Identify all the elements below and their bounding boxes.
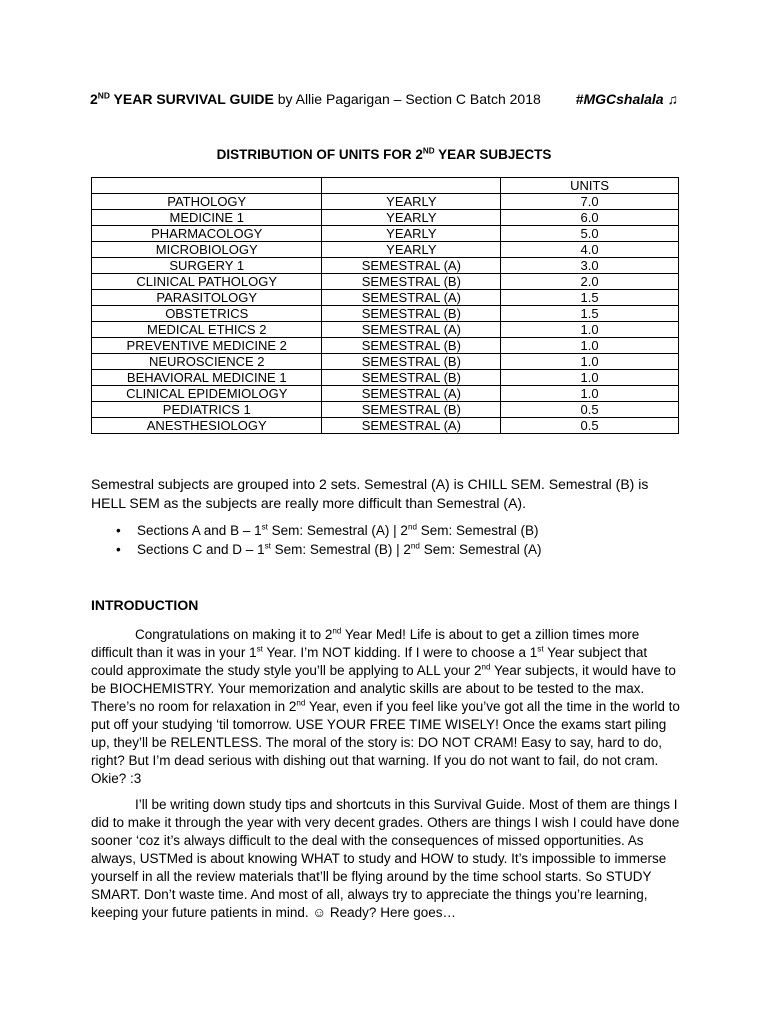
- table-row: [92, 322, 679, 338]
- subject-cell: PREVENTIVE MEDICINE 2: [92, 338, 322, 354]
- units-cell: 1.0: [501, 370, 679, 386]
- subject-cell: PHARMACOLOGY: [92, 226, 322, 242]
- table-row: [92, 290, 679, 306]
- table-row: [92, 370, 679, 386]
- subject-cell: PARASITOLOGY: [92, 290, 322, 306]
- units-cell: 1.0: [501, 386, 679, 402]
- units-cell: 1.5: [501, 290, 679, 306]
- table-row: [92, 306, 679, 322]
- subject-cell: MEDICINE 1: [92, 210, 322, 226]
- subject-cell: CLINICAL EPIDEMIOLOGY: [92, 386, 322, 402]
- units-cell: 1.0: [501, 338, 679, 354]
- subject-cell: ANESTHESIOLOGY: [92, 418, 322, 434]
- subject-cell: NEUROSCIENCE 2: [92, 354, 322, 370]
- document-header: [90, 90, 682, 108]
- units-cell: 0.5: [501, 418, 679, 434]
- table-row: [92, 210, 679, 226]
- schedule-cell: SEMESTRAL (A): [322, 386, 501, 402]
- schedule-cell: SEMESTRAL (A): [322, 290, 501, 306]
- subject-cell: BEHAVIORAL MEDICINE 1: [92, 370, 322, 386]
- subject-cell: MICROBIOLOGY: [92, 242, 322, 258]
- subject-cell: CLINICAL PATHOLOGY: [92, 274, 322, 290]
- schedule-cell: SEMESTRAL (B): [322, 370, 501, 386]
- header-cell-units: UNITS: [501, 178, 679, 194]
- table-row: [92, 194, 679, 210]
- schedule-cell: YEARLY: [322, 226, 501, 242]
- schedule-cell: SEMESTRAL (A): [322, 418, 501, 434]
- schedule-cell: YEARLY: [322, 194, 501, 210]
- subject-cell: OBSTETRICS: [92, 306, 322, 322]
- units-cell: 5.0: [501, 226, 679, 242]
- semestral-note: Semestral subjects are grouped into 2 sets. Semestral (A) is CHILL SEM. Semestral (B) is HELL SEM as the subjects are really more difficult than Semestral (A).: [91, 476, 649, 511]
- table-header-row: [92, 178, 679, 194]
- units-cell: 4.0: [501, 242, 679, 258]
- table-row: [92, 386, 679, 402]
- units-cell: 7.0: [501, 194, 679, 210]
- units-cell: 0.5: [501, 402, 679, 418]
- units-cell: 1.0: [501, 354, 679, 370]
- subject-cell: PEDIATRICS 1: [92, 402, 322, 418]
- units-cell: 1.5: [501, 306, 679, 322]
- sections-list: [116, 521, 676, 559]
- list-item: • Sections C and D – 1st Sem: Semestral (B) | 2nd Sem: Semestral (A): [116, 540, 676, 559]
- intro-paragraph-1: Congratulations on making it to 2nd Year Med! Life is about to get a zillion times more difficult than it was in your 1st Year. I’m NOT kidding. If I were to choose a 1st Year subject that could approximate the study style you’ll be applying to ALL your 2nd Year subjects, it would have to be BIOCHEMISTRY. Your memorization and analytic skills are about to be tested to the max. There’s no room for relaxation in 2nd Year, even if you feel like you’ve got all the time in the world to put off your studying ‘til tomorrow. USE YOUR FREE TIME WISELY! Once the exams start piling up, they’ll be RELENTLESS. The moral of the story is: DO NOT CRAM! Easy to say, hard to do, right? But I’m dead serious with dishing out that warning. If you do not want to fail, do not cram. Okie? :3: [91, 626, 680, 786]
- schedule-cell: YEARLY: [322, 242, 501, 258]
- byline: by Allie Pagarigan – Section C Batch 2018: [273, 91, 541, 107]
- units-cell: 2.0: [501, 274, 679, 290]
- schedule-cell: SEMESTRAL (B): [322, 354, 501, 370]
- list-item: • Sections A and B – 1st Sem: Semestral (A) | 2nd Sem: Semestral (B): [116, 521, 676, 540]
- units-cell: 1.0: [501, 322, 679, 338]
- units-table: [91, 177, 679, 434]
- header-cell-subject: [92, 178, 322, 194]
- schedule-cell: SEMESTRAL (B): [322, 274, 501, 290]
- table-row: [92, 258, 679, 274]
- schedule-cell: YEARLY: [322, 210, 501, 226]
- hashtag: #MGCshalala ♫: [575, 91, 678, 107]
- table-row: [92, 242, 679, 258]
- introduction-heading: INTRODUCTION: [91, 597, 199, 613]
- schedule-cell: SEMESTRAL (A): [322, 258, 501, 274]
- schedule-cell: SEMESTRAL (B): [322, 402, 501, 418]
- table-title: DISTRIBUTION OF UNITS FOR 2ND YEAR SUBJECTS: [216, 146, 552, 162]
- schedule-cell: SEMESTRAL (A): [322, 322, 501, 338]
- schedule-cell: SEMESTRAL (B): [322, 306, 501, 322]
- table-row: [92, 226, 679, 242]
- units-cell: 3.0: [501, 258, 679, 274]
- table-row: [92, 274, 679, 290]
- table-row: [92, 354, 679, 370]
- guide-title: 2ND YEAR SURVIVAL GUIDE: [90, 90, 274, 107]
- subject-cell: MEDICAL ETHICS 2: [92, 322, 322, 338]
- units-cell: 6.0: [501, 210, 679, 226]
- header-cell-type: [322, 178, 501, 194]
- table-row: [92, 338, 679, 354]
- subject-cell: PATHOLOGY: [92, 194, 322, 210]
- subject-cell: SURGERY 1: [92, 258, 322, 274]
- table-row: [92, 418, 679, 434]
- table-row: [92, 402, 679, 418]
- intro-paragraph-2: I’ll be writing down study tips and shortcuts in this Survival Guide. Most of them are things I did to make it through the year with very decent grades. Others are things I wish I could have done sooner ‘coz it’s always difficult to the deal with the consequences of missed opportunities. As always, USTMed is about knowing WHAT to study and HOW to study. It’s impossible to immerse yourself in all the review materials that’ll be flying around by the time school starts. So STUDY SMART. Don’t waste time. And most of all, always try to appreciate the things you’re learning, keeping your future patients in mind. ☺ Ready? Here goes…: [91, 797, 680, 920]
- schedule-cell: SEMESTRAL (B): [322, 338, 501, 354]
